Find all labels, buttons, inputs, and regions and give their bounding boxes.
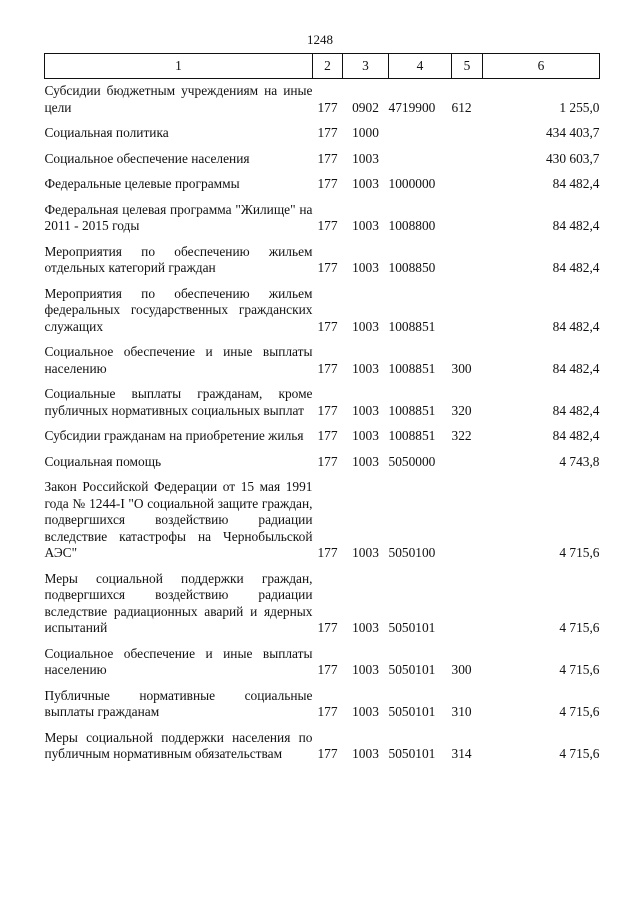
table-row bbox=[45, 382, 600, 424]
row-name: Меры социальной поддержки населения по публичным нормативным обязательствам bbox=[44, 729, 313, 761]
row-amount: 4 715,6 bbox=[559, 704, 600, 719]
row-code-col5: 322 bbox=[451, 428, 472, 443]
row-code-col4: 5050100 bbox=[388, 545, 436, 560]
row-code-col3: 1003 bbox=[352, 150, 379, 166]
row-code-col2: 177 bbox=[317, 428, 338, 443]
row-name: Социальная помощь bbox=[44, 453, 162, 469]
row-name: Социальное обеспечение и иные выплаты населению bbox=[44, 645, 313, 677]
header-col-3: 3 bbox=[343, 54, 389, 79]
row-amount: 430 603,7 bbox=[545, 150, 600, 166]
row-amount: 434 403,7 bbox=[545, 125, 600, 140]
table-row bbox=[45, 147, 600, 173]
row-name: Социальное обеспечение населения bbox=[44, 150, 250, 166]
row-code-col4: 1000000 bbox=[388, 176, 436, 191]
row-code-col4: 5050101 bbox=[388, 746, 436, 761]
table-row bbox=[45, 240, 600, 282]
row-code-col3: 1003 bbox=[352, 402, 379, 418]
row-name: Социальная политика bbox=[44, 125, 169, 140]
row-code-col3: 1003 bbox=[352, 218, 379, 233]
table-row bbox=[45, 642, 600, 684]
row-code-col4: 5050000 bbox=[388, 453, 436, 469]
row-code-col2: 177 bbox=[317, 260, 338, 275]
table-row bbox=[45, 726, 600, 768]
row-code-col5 bbox=[452, 121, 483, 147]
row-code-col2: 177 bbox=[317, 704, 338, 719]
row-code-col5 bbox=[452, 282, 483, 341]
row-name: Мероприятия по обеспечению жильем федеральных государственных гражданских служащих bbox=[44, 285, 313, 334]
row-code-col4: 5050101 bbox=[388, 662, 436, 677]
row-amount: 84 482,4 bbox=[552, 176, 600, 191]
row-amount: 1 255,0 bbox=[559, 99, 600, 115]
row-code-col4: 1008850 bbox=[388, 260, 436, 275]
row-code-col2: 177 bbox=[317, 125, 338, 140]
row-code-col2: 177 bbox=[317, 360, 338, 376]
row-amount: 84 482,4 bbox=[552, 218, 600, 233]
row-code-col2: 177 bbox=[317, 318, 338, 334]
row-code-col4: 5050101 bbox=[388, 704, 436, 719]
row-amount: 4 715,6 bbox=[559, 746, 600, 761]
row-code-col2: 177 bbox=[317, 620, 338, 635]
table-row bbox=[45, 684, 600, 726]
row-code-col2: 177 bbox=[317, 99, 338, 115]
table-row bbox=[45, 340, 600, 382]
row-code-col5: 314 bbox=[451, 746, 472, 761]
row-name: Социальные выплаты гражданам, кроме публичных нормативных социальных выплат bbox=[44, 386, 313, 418]
row-name: Социальное обеспечение и иные выплаты населению bbox=[44, 344, 313, 376]
row-name: Публичные нормативные социальные выплаты гражданам bbox=[44, 687, 313, 719]
table-body bbox=[45, 79, 600, 768]
row-amount: 84 482,4 bbox=[552, 260, 600, 275]
row-code-col5 bbox=[452, 198, 483, 240]
header-col-1: 1 bbox=[45, 54, 313, 79]
row-name: Федеральная целевая программа "Жилище" на 2011 - 2015 годы bbox=[44, 201, 313, 233]
row-code-col2: 177 bbox=[317, 545, 338, 560]
row-code-col2: 177 bbox=[317, 746, 338, 761]
row-code-col4 bbox=[389, 147, 452, 173]
row-code-col4: 1008800 bbox=[388, 218, 436, 233]
row-code-col2: 177 bbox=[317, 453, 338, 469]
table-row bbox=[45, 475, 600, 567]
row-code-col3: 1003 bbox=[352, 176, 379, 191]
row-code-col3: 1003 bbox=[352, 545, 379, 560]
row-code-col3: 1003 bbox=[352, 453, 379, 469]
row-name: Закон Российской Федерации от 15 мая 1991 года № 1244-I "О социальной защите граждан, подвергшихся воздействию радиации вследствие катастрофы на Чернобыльской АЭС" bbox=[44, 479, 313, 560]
table-row bbox=[45, 282, 600, 341]
row-code-col3: 1003 bbox=[352, 260, 379, 275]
table-row bbox=[45, 450, 600, 476]
row-code-col2: 177 bbox=[317, 150, 338, 166]
row-code-col2: 177 bbox=[317, 402, 338, 418]
budget-table bbox=[44, 53, 600, 768]
row-amount: 84 482,4 bbox=[552, 402, 600, 418]
row-amount: 4 715,6 bbox=[559, 545, 600, 560]
row-code-col3: 1003 bbox=[352, 746, 379, 761]
row-amount: 4 715,6 bbox=[559, 620, 600, 635]
row-code-col5: 310 bbox=[451, 704, 472, 719]
row-code-col3: 0902 bbox=[352, 99, 379, 115]
table-row bbox=[45, 198, 600, 240]
row-amount: 4 743,8 bbox=[559, 453, 600, 469]
row-code-col4 bbox=[389, 121, 452, 147]
table-header-row bbox=[45, 54, 600, 79]
row-code-col2: 177 bbox=[317, 662, 338, 677]
row-code-col5: 612 bbox=[451, 99, 472, 115]
row-code-col4: 1008851 bbox=[388, 428, 436, 443]
row-code-col5: 320 bbox=[451, 402, 472, 418]
row-code-col2: 177 bbox=[317, 218, 338, 233]
row-code-col3: 1003 bbox=[352, 662, 379, 677]
row-amount: 4 715,6 bbox=[559, 662, 600, 677]
row-amount: 84 482,4 bbox=[552, 318, 600, 334]
row-code-col4: 1008851 bbox=[388, 318, 436, 334]
table-row bbox=[45, 172, 600, 198]
row-code-col4: 5050101 bbox=[388, 620, 436, 635]
row-code-col5: 300 bbox=[451, 360, 472, 376]
page-number: 1248 bbox=[307, 32, 333, 47]
row-amount: 84 482,4 bbox=[552, 360, 600, 376]
header-col-6: 6 bbox=[483, 54, 600, 79]
row-code-col3: 1003 bbox=[352, 318, 379, 334]
row-name: Субсидии бюджетным учреждениям на иные цели bbox=[44, 83, 313, 115]
header-col-4: 4 bbox=[389, 54, 452, 79]
table-row bbox=[45, 121, 600, 147]
row-code-col5 bbox=[452, 567, 483, 642]
row-code-col5 bbox=[452, 172, 483, 198]
row-code-col3: 1003 bbox=[352, 360, 379, 376]
row-code-col3: 1000 bbox=[352, 125, 379, 140]
row-name: Федеральные целевые программы bbox=[44, 176, 240, 191]
header-col-5: 5 bbox=[452, 54, 483, 79]
row-code-col3: 1003 bbox=[352, 428, 379, 443]
row-amount: 84 482,4 bbox=[552, 428, 600, 443]
row-code-col4: 1008851 bbox=[388, 360, 436, 376]
table-row bbox=[45, 424, 600, 450]
table-row bbox=[45, 567, 600, 642]
row-code-col5 bbox=[452, 450, 483, 476]
row-name: Субсидии гражданам на приобретение жилья bbox=[44, 428, 304, 443]
row-name: Мероприятия по обеспечению жильем отдельных категорий граждан bbox=[44, 243, 313, 275]
row-code-col3: 1003 bbox=[352, 620, 379, 635]
row-code-col4: 4719900 bbox=[388, 99, 436, 115]
row-code-col5: 300 bbox=[451, 662, 472, 677]
row-code-col2: 177 bbox=[317, 176, 338, 191]
row-code-col5 bbox=[452, 240, 483, 282]
row-name: Меры социальной поддержки граждан, подвергшихся воздействию радиации вследствие радиационных аварий и ядерных испытаний bbox=[44, 570, 313, 635]
header-col-2: 2 bbox=[313, 54, 343, 79]
table-row bbox=[45, 79, 600, 122]
row-code-col3: 1003 bbox=[352, 704, 379, 719]
row-code-col5 bbox=[452, 475, 483, 567]
row-code-col4: 1008851 bbox=[388, 402, 436, 418]
row-code-col5 bbox=[452, 147, 483, 173]
